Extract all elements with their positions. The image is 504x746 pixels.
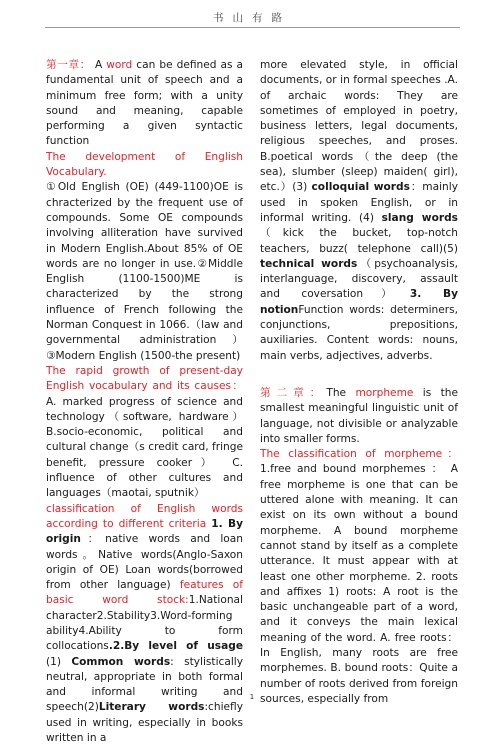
by-notion-label: 3. By notion [260, 288, 458, 316]
origin-text: ：native words and loan words。Native words(Anglo-Saxon origin of OE) Loan words(borrowed from other language) [46, 533, 243, 592]
chapter-one-intro [46, 58, 243, 150]
common-words-label: Common words [71, 655, 171, 668]
heading-classification: classification of English words according to different criteria [46, 502, 243, 530]
by-origin-label: 1. By origin [46, 517, 243, 546]
slang-text: （kick the bucket, top-notch teachers, buzz( telephone call)(5) [260, 227, 458, 255]
right-column [260, 58, 458, 707]
colloquial-text: ：mainly used in spoken English, or in informal writing. (4) [260, 181, 458, 224]
notion-text: Function words: determiners, conjunctions, prepositions, auxiliaries. Content words: nouns, main verbs, adjectives, adverbs. [260, 303, 458, 362]
colloquial-label: colloquial words [311, 181, 410, 194]
common-words-text: : stylistically neutral, appropriate in both formal and informal writing and speech(2) [46, 655, 243, 714]
header-rule [45, 27, 460, 28]
chapter-one-label: 第一章： [46, 59, 91, 71]
keyword-morpheme: morpheme [355, 386, 414, 399]
section-gap [260, 364, 458, 386]
slang-label: slang words [381, 211, 458, 224]
heading-development: The development of English Vocabulary. [46, 150, 243, 179]
level-text-a: (1) [46, 655, 72, 668]
by-level-label: .2.By level of usage [108, 640, 243, 653]
morpheme-classification-text: 1.free and bound morphemes ： A free morpheme is one that can be uttered alone with meaning. It can exist on its own without a bound morpheme. A bound morpheme cannot stand by itself as a complete utterance. It must appear with at least one other morpheme. 2. roots and affixes 1) roots: A root is the basic unchangeable part of a word, and it conveys the main lexical meaning of the word. A. free roots：In English, many roots are free morphemes. B. bound roots：Quite a number of roots derived from foreign sources, especially from [260, 463, 458, 705]
styles-paragraph [260, 58, 458, 364]
page-header: 书山有路 [213, 12, 291, 24]
intro-article-2: The [326, 386, 347, 399]
growth-text: A. marked progress of science and technology（software, hardware）B.socio-economic, political and cultural change（s credit card, fringe benefit, pressure cooker） C. influence of other cultures and languages（maotai, sputnik） [46, 395, 243, 500]
growth-paragraph [46, 364, 243, 502]
literary-words-text: :chiefly used in writing, especially in books written in a [46, 701, 243, 745]
classification-paragraph [46, 502, 243, 746]
heading-basic-word-stock: features of basic word stock: [46, 579, 243, 607]
chapter-two-intro [260, 386, 458, 447]
literary-continued-text: more elevated style, in official documents, or in formal speeches .A. of archaic words: They are sometimes of employed in poetry, business letters, legal documents, religious speeches, and proses. B.poetical words（the deep (the sea), slumber (sleep) maiden( girl), etc.）(3) [260, 59, 458, 194]
page-number: 1 [249, 693, 255, 701]
morpheme-classification-paragraph [260, 447, 458, 707]
heading-growth: The rapid growth of present-day English vocabulary and its causes： [46, 364, 243, 393]
keyword-word: word [106, 59, 133, 71]
chapter-two-label: 第二章： [260, 386, 327, 399]
left-column [46, 58, 243, 746]
morpheme-definition: is the smallest meaningful linguistic unit of language, not divisible or analyzable into smaller forms. [260, 386, 458, 445]
technical-text: （psychoanalysis, interlanguage, discovery, assault and coversation） [260, 257, 459, 301]
development-text: ①Old English (OE) (449-1100)OE is chracterized by the frequent use of compounds. Some OE compounds involving alliteration have survived in Modern English.About 85% of OE words are no longer in use.②Middle English (1100-1500)ME is characterized by the strong influence of French following the Norman Conquest in 1066.（law and governmental administration）③Modern English (1500-the present) [46, 181, 243, 362]
heading-morpheme-classification: The classification of morpheme： [260, 448, 458, 461]
intro-article: A [94, 59, 103, 71]
basic-stock-text: 1.National character2.Stability3.Word-forming ability4.Ability to form collocations [46, 594, 243, 653]
technical-label: technical words [260, 257, 358, 270]
literary-words-label: Literary words [98, 701, 205, 714]
word-definition: can be defined as a fundamental unit of speech and a minimum free form; with a unity sound and meaning, capable performing a given syntactic function [46, 59, 243, 148]
